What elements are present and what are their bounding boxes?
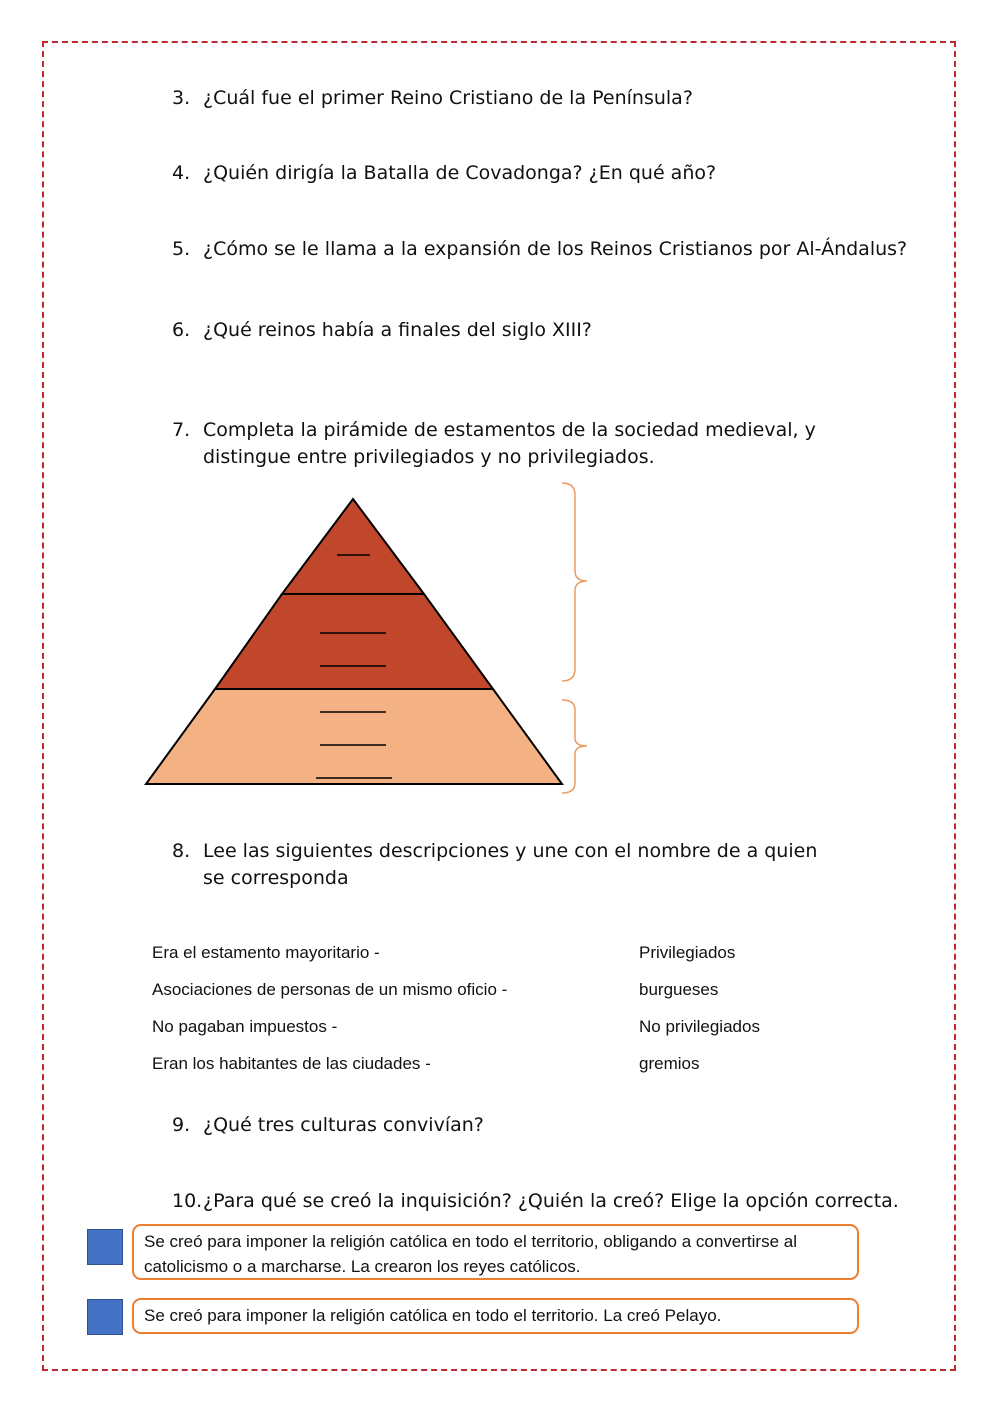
matching-names bbox=[639, 942, 760, 1090]
description-item[interactable]: No pagaban impuestos - bbox=[152, 1017, 338, 1036]
question-number: 6. bbox=[172, 319, 191, 341]
question-text: Completa la pirámide de estamentos de la sociedad medieval, y distingue entre privilegiados y no privilegiados. bbox=[203, 419, 816, 468]
question-number: 3. bbox=[172, 87, 191, 109]
option-1-checkbox[interactable] bbox=[87, 1229, 123, 1265]
question-number: 9. bbox=[172, 1114, 191, 1136]
option-2-box[interactable] bbox=[132, 1298, 859, 1334]
question-number: 8. bbox=[172, 840, 191, 862]
question-number: 4. bbox=[172, 162, 191, 184]
question-text: Lee las siguientes descripciones y une con el nombre de a quien se corresponda bbox=[203, 840, 818, 889]
option-1-text: Se creó para imponer la religión católica en todo el territorio, obligando a convertirse al catolicismo o a marcharse. La crearon los reyes católicos. bbox=[144, 1232, 797, 1276]
non-privileged-brace bbox=[562, 700, 587, 793]
description-item[interactable]: Asociaciones de personas de un mismo oficio - bbox=[152, 980, 508, 999]
pyramid-top-tier bbox=[282, 499, 424, 594]
option-2-checkbox[interactable] bbox=[87, 1299, 123, 1335]
question-text: ¿Qué reinos había a finales del siglo XIII? bbox=[203, 319, 592, 341]
description-item[interactable]: Era el estamento mayoritario - bbox=[152, 943, 380, 962]
question-number: 7. bbox=[172, 419, 191, 441]
option-2-text: Se creó para imponer la religión católica en todo el territorio. La creó Pelayo. bbox=[144, 1306, 722, 1325]
name-item[interactable]: No privilegiados bbox=[639, 1017, 760, 1036]
pyramid-middle-tier bbox=[215, 594, 493, 689]
matching-descriptions bbox=[152, 942, 507, 1090]
pyramid-bottom-tier bbox=[146, 689, 562, 784]
name-item[interactable]: burgueses bbox=[639, 980, 719, 999]
question-text: ¿Cómo se le llama a la expansión de los Reinos Cristianos por Al-Ándalus? bbox=[203, 238, 908, 260]
question-text: ¿Qué tres culturas convivían? bbox=[203, 1114, 484, 1136]
privileged-brace bbox=[562, 483, 587, 681]
option-1-box[interactable] bbox=[132, 1224, 859, 1280]
question-text: ¿Para qué se creó la inquisición? ¿Quién la creó? Elige la opción correcta. bbox=[203, 1190, 899, 1212]
question-text: ¿Cuál fue el primer Reino Cristiano de la Península? bbox=[203, 87, 693, 109]
description-item[interactable]: Eran los habitantes de las ciudades - bbox=[152, 1054, 431, 1073]
question-number: 10. bbox=[172, 1190, 203, 1212]
question-number: 5. bbox=[172, 238, 191, 260]
name-item[interactable]: Privilegiados bbox=[639, 943, 736, 962]
estates-pyramid bbox=[140, 475, 610, 805]
name-item[interactable]: gremios bbox=[639, 1054, 700, 1073]
question-text: ¿Quién dirigía la Batalla de Covadonga? ¿En qué año? bbox=[203, 162, 717, 184]
